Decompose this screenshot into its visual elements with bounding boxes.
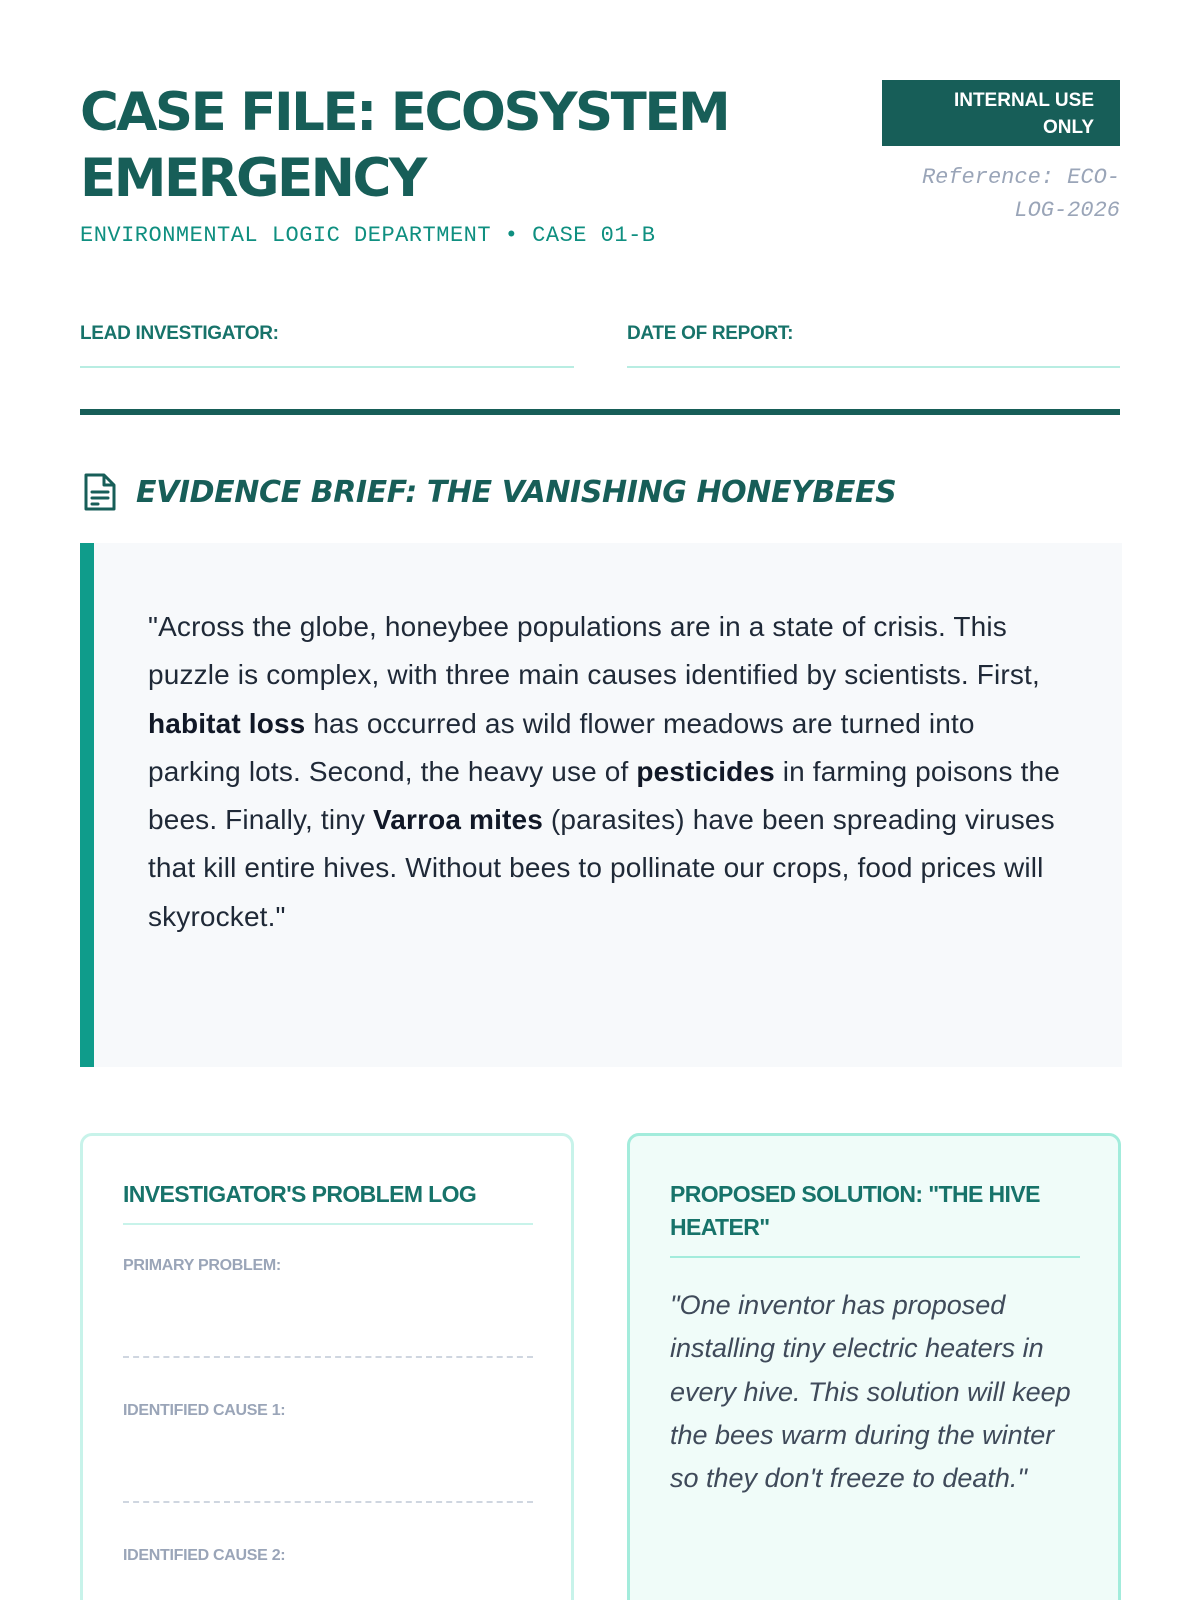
- quote-highlight-varroa-mites: Varroa mites: [373, 804, 543, 836]
- problem-log-rule: [123, 1223, 533, 1225]
- quote-text-part: "Across the globe, honeybee populations are in a state of crisis. This puzzle is complex, with three main causes identified by scientists. First,: [148, 611, 1040, 691]
- proposed-solution-card: [627, 1133, 1121, 1600]
- reference-code: Reference: ECO-LOG-2026: [921, 165, 1120, 223]
- quote-highlight-habitat-loss: habitat loss: [148, 707, 306, 739]
- identified-cause-2-label: IDENTIFIED CAUSE 2:: [123, 1547, 286, 1564]
- page-title: CASE FILE: ECOSYSTEM EMERGENCY: [80, 82, 729, 209]
- primary-problem-label: PRIMARY PROBLEM:: [123, 1257, 281, 1274]
- proposed-solution-title: PROPOSED SOLUTION: "THE HIVE HEATER": [670, 1181, 1040, 1240]
- evidence-heading: [82, 470, 896, 514]
- lead-investigator-field[interactable]: [80, 322, 574, 368]
- identified-cause-1-field[interactable]: [123, 1401, 533, 1503]
- date-of-report-field[interactable]: [627, 322, 1120, 368]
- document-icon: [82, 472, 118, 512]
- identified-cause-2-field[interactable]: [123, 1546, 533, 1600]
- primary-problem-field[interactable]: [123, 1256, 533, 1358]
- quote-highlight-pesticides: pesticides: [636, 755, 775, 787]
- evidence-quote-box: [80, 543, 1122, 1067]
- quote-text-part: (parasites) have been spreading viruses that kill entire hives. Without bees to pollinate our crops, food prices will skyrocket.": [148, 804, 1055, 932]
- lead-investigator-label: LEAD INVESTIGATOR:: [80, 323, 279, 344]
- date-of-report-label: DATE OF REPORT:: [627, 323, 794, 344]
- quote-text-part: has occurred as wild flower meadows are turned into parking lots. Second, the heavy use of: [148, 707, 975, 787]
- header-divider: [80, 409, 1120, 415]
- evidence-quote: [148, 603, 1062, 941]
- proposed-solution-quote: "One inventor has proposed installing tiny electric heaters in every hive. This solution will keep the bees warm during the winter so they don't freeze to death.": [670, 1290, 1071, 1494]
- problem-log-card: [80, 1133, 574, 1600]
- identified-cause-1-label: IDENTIFIED CAUSE 1:: [123, 1402, 286, 1419]
- problem-log-title: INVESTIGATOR'S PROBLEM LOG: [123, 1181, 477, 1207]
- department-subtitle: ENVIRONMENTAL LOGIC DEPARTMENT • CASE 01-B: [80, 223, 656, 248]
- evidence-title: EVIDENCE BRIEF: THE VANISHING HONEYBEES: [136, 474, 897, 510]
- proposed-solution-rule: [670, 1256, 1080, 1258]
- quote-text-part: in farming poisons the bees. Finally, tiny: [148, 755, 1060, 836]
- internal-use-badge: INTERNAL USE ONLY: [882, 80, 1120, 146]
